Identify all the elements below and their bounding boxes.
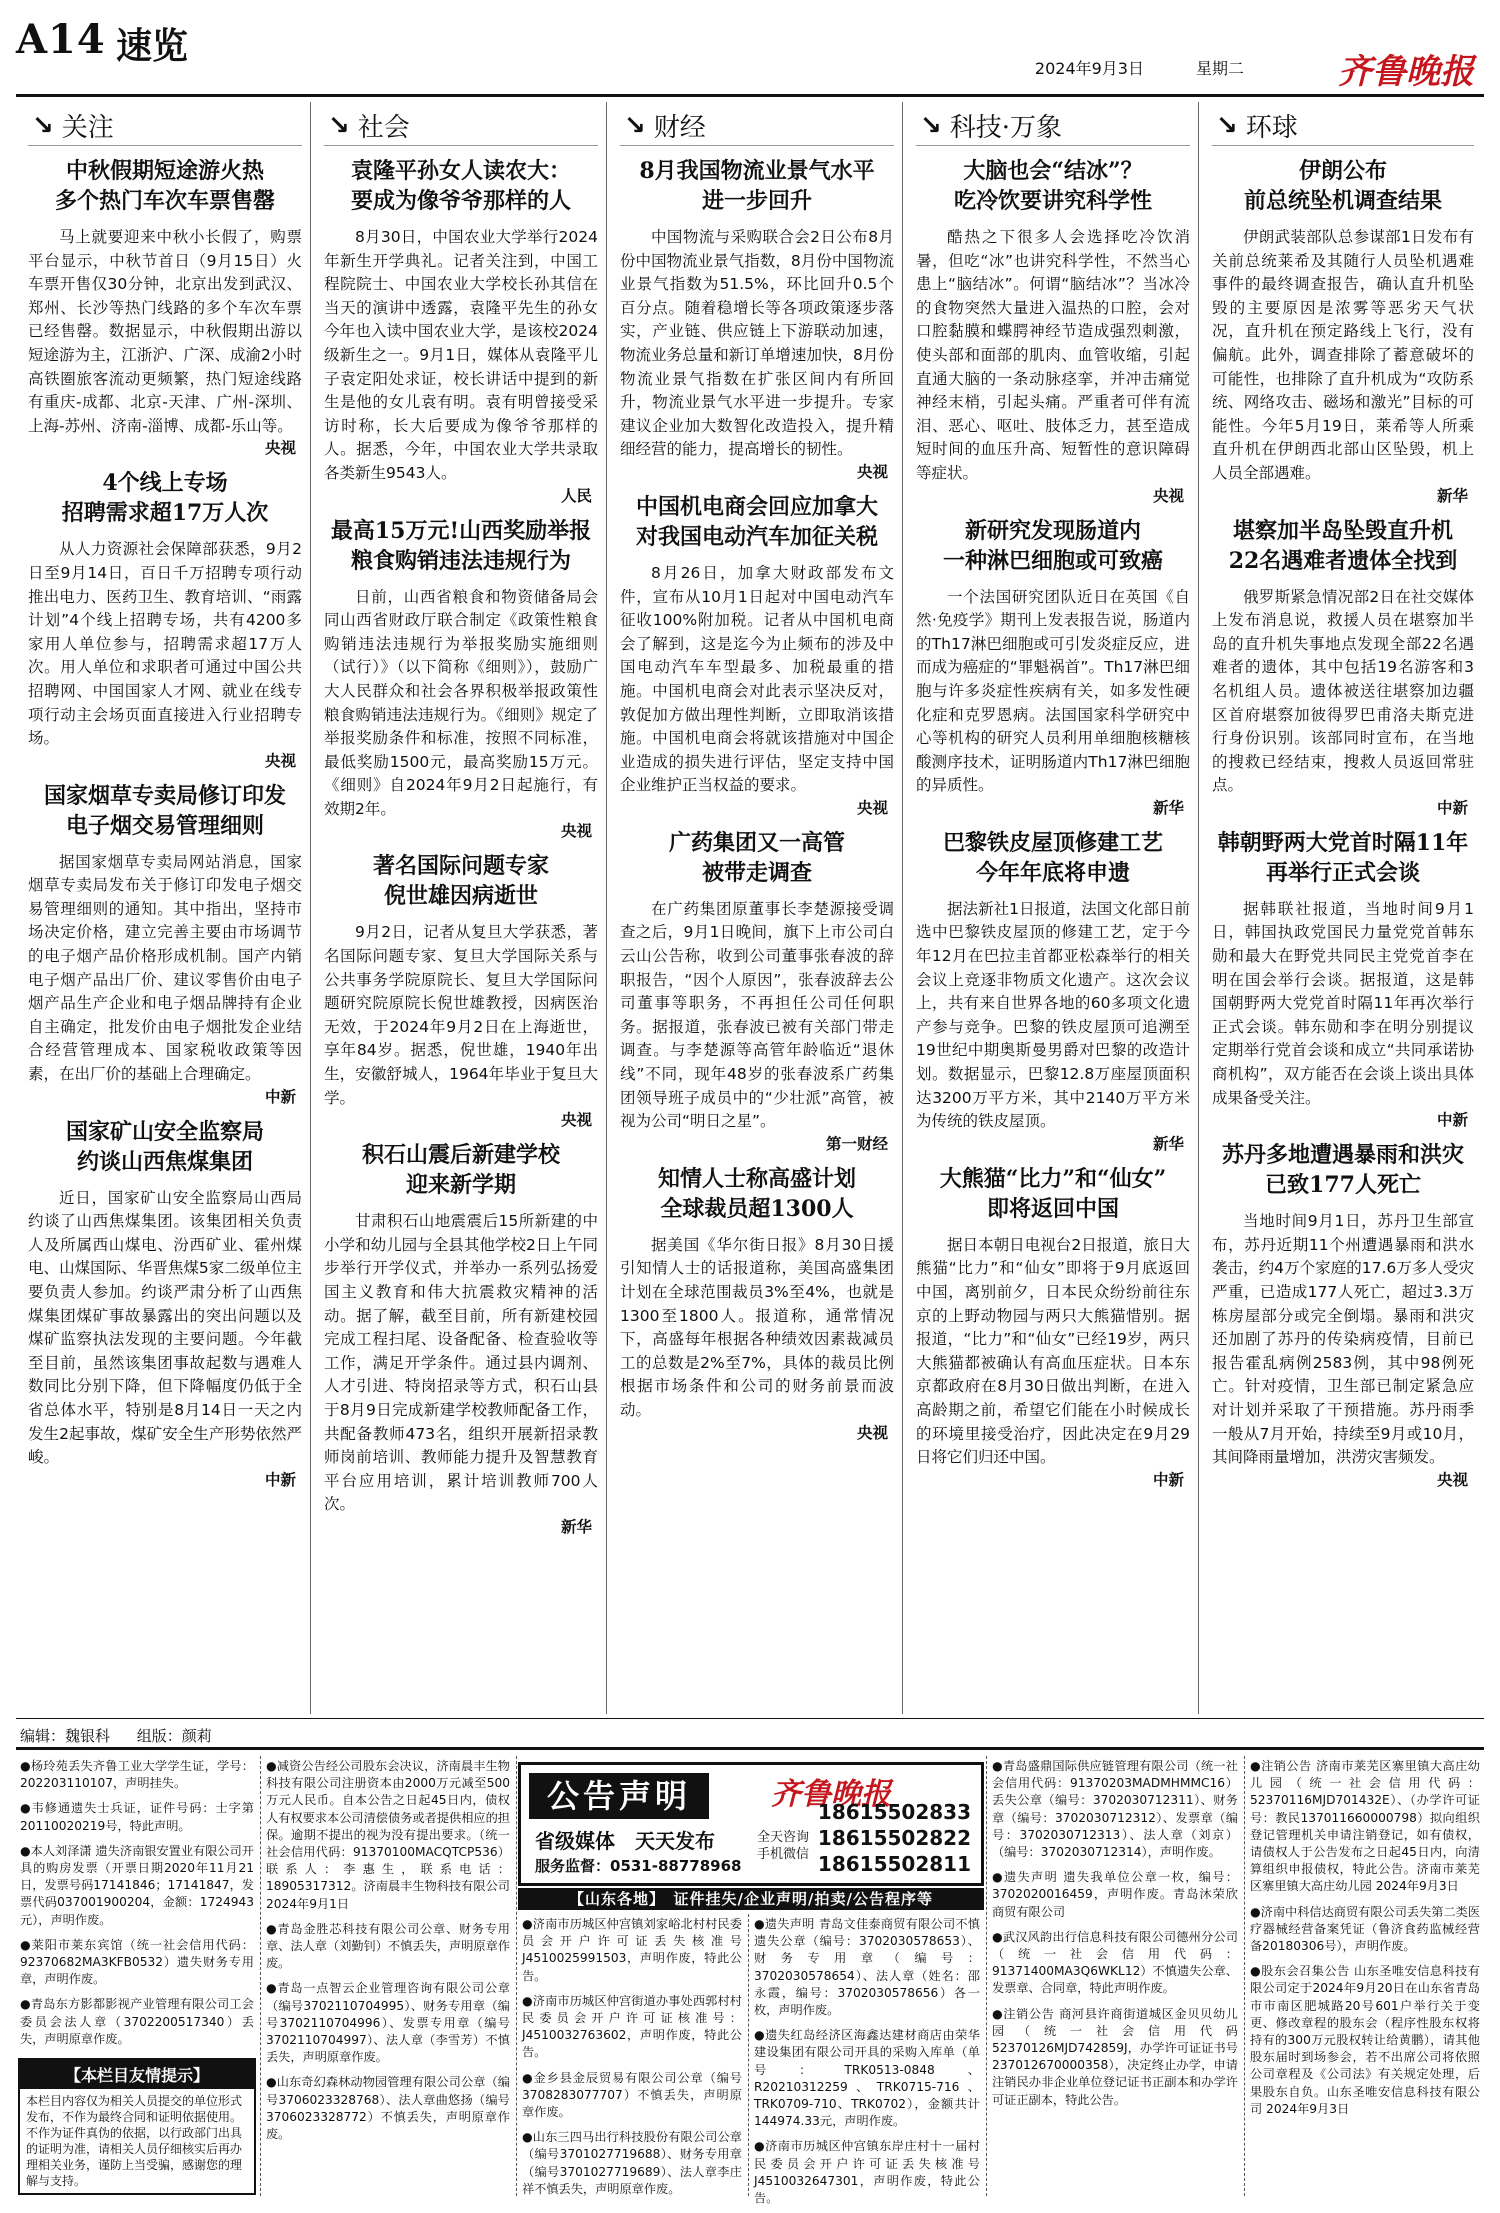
article-source: 中新: [264, 1087, 296, 1106]
column-title: 科技·万象: [949, 113, 1063, 143]
ad-divider: [516, 1756, 517, 2196]
article-headline[interactable]: 韩朝野两大党首时隔11年 再举行正式会谈: [1217, 829, 1469, 886]
news-article: [620, 156, 894, 482]
news-article: [28, 468, 302, 770]
classified-notice: ●济南市历城区仲宫街道办事处西郭村村民委员会开户许可证核准号：J4510032763602，声明作废，特此公告。: [522, 1993, 742, 2060]
page-number: A14: [16, 16, 106, 63]
banner-title: 公告声明: [529, 1773, 709, 1819]
classified-notice: ●减资公告经公司股东会决议，济南晨丰生物科技有限公司注册资本由2000万元减至500万元人民币。自本公告之日起45日内，债权人有权要求本公司清偿债务或者提供相应的担保。逾期不提出的视为没有提出要求。（统一社会信用代码：91370100MACQTCP536）联系人：李惠生，联系电话：18905317312。济南晨丰生物科技有限公司2024年9月1日: [266, 1759, 510, 1911]
news-article: [1212, 1140, 1474, 1490]
article-body: 据美国《华尔街日报》8月30日援引知情人士的话报道称，美国高盛集团计划在全球范围裁员3%至4%，也就是1300至1800人。报道称，通常情况下，高盛每年根据各种绩效因素裁减员工的总数是2%至7%，具体的裁员比例根据市场条件和公司的财务前景而波动。: [620, 1235, 894, 1419]
article-body: 8月30日，中国农业大学举行2024年新生开学典礼。记者关注到，中国工程院院士、中国农业大学校长孙其信在当天的演讲中透露，袁隆平先生的孙女今年也入读中国农业大学，是该校2024级新生之一。9月1日，媒体从袁隆平儿子袁定阳处求证，校长讲话中提到的新生是他的女儿袁有明。袁有明曾接受采访时称，长大后要成为像爷爷那样的人。据悉，今年，中国农业大学共录取各类新生9543人。: [324, 228, 598, 482]
article-body: 据韩联社报道，当地时间9月1日，韩国执政党国民力量党党首韩东勋和最大在野党共同民主党党首李在明在国会举行会谈。据报道，这是韩国朝野两大党党首时隔11年再次举行正式会谈。韩东勋和李在明分别提议定期举行党首会谈和成立“共同承诺协商机构”，双方能否在会谈上谈出具体成果备受关注。: [1212, 899, 1474, 1107]
column-title: 财经: [653, 113, 706, 143]
issue-weekday: 星期二: [1195, 59, 1244, 78]
article-body: 据法新社1日报道，法国文化部日前选中巴黎铁皮屋顶的修建工艺，定于今年12月在巴拉圭首都亚松森举行的相关会议上竞逐非物质文化遗产。这次会议上，共有来自世界各地的60多项文化遗产参与竞争。巴黎的铁皮屋顶可追溯至19世纪中期奥斯曼男爵对巴黎的改造计划。数据显示，巴黎12.8万座屋顶面积达3200万平方米，其中2140万平方米为传统的铁皮屋顶。: [916, 899, 1190, 1131]
arrow-icon: ↘: [1216, 110, 1238, 141]
notice-tip-box: [18, 2058, 256, 2195]
article-headline[interactable]: 堪察加半岛坠毁直升机 22名遇难者遗体全找到: [1228, 517, 1458, 574]
article-source: 新华: [1152, 798, 1184, 817]
notice-tip-body: 本栏目内容仅为相关人员提交的单位形式发布，不作为最终合同和证明依据使用。不作为证件真伪的依据，以行政部门出具的证明为准，请相关人员仔细核实后再办理相关业务，谨防上当受骗，感谢您的理解与支持。: [26, 2094, 243, 2189]
banner-label-wechat: 手机微信: [757, 1847, 810, 1862]
classified-notice: ●本人刘泽潇 遗失济南银安置业有限公司开具的购房发票（开票日期2020年11月21日，发票号码17141846；17141847，发票代码037001900204，金额：1724943元），声明作废。: [20, 1843, 254, 1927]
column-divider: [310, 102, 311, 1714]
arrow-icon: ↘: [32, 110, 54, 141]
article-body: 据国家烟草专卖局网站消息，国家烟草专卖局发布关于修订印发电子烟交易管理细则的通知。其中指出，坚持市场决定价格，建立完善主要由市场调节的电子烟产品价格形成机制。国产内销电子烟产品出厂价、建议零售价由电子烟产品生产企业和电子烟品牌持有企业自主确定，批发价由电子烟批发企业结合经营管理成本、国家税收政策等因素，在出厂价的基础上合理确定。: [28, 852, 302, 1084]
article-source: 央视: [560, 1111, 592, 1130]
news-article: [1212, 828, 1474, 1130]
news-column: [608, 100, 904, 1718]
article-body: 9月2日，记者从复旦大学获悉，著名国际问题专家、复旦大学国际关系与公共事务学院原院长、复旦大学国际问题研究院原院长倪世雄教授，因病医治无效，于2024年9月2日在上海逝世，享年84岁。据悉，倪世雄，1940年出生，安徽舒城人，1964年毕业于复旦大学。: [324, 923, 598, 1107]
article-source: 新华: [560, 1517, 592, 1536]
phone-number: 18615502833: [817, 1800, 971, 1824]
article-body: 8月26日，加拿大财政部发布文件，宣布从10月1日起对中国电动汽车征收100%附加税。记者从中国机电商会了解到，这是迄今为止频布的涉及中国电动汽车车型最多、加税最重的措施。中国机电商会对此表示坚决反对，敦促加方做出理性判断，立即取消该措施。中国机电商会将就该措施对中国企业造成的损失进行评估，坚定支持中国企业维护正当权益的要求。: [620, 563, 894, 795]
classified-notice: ●济南中科信达商贸有限公司丢失第二类医疗器械经营备案凭证（鲁济食药监械经营备20180306号），声明作废。: [1250, 1904, 1481, 1954]
news-article: [324, 516, 598, 842]
article-headline[interactable]: 中国机电商会回应加拿大 对我国电动汽车加征关税: [635, 493, 878, 550]
column-header: [28, 106, 302, 146]
phone-number: 18615502822: [817, 1826, 971, 1850]
article-source: 央视: [264, 439, 296, 458]
article-source: 人民: [560, 486, 592, 505]
news-article: [1212, 516, 1474, 818]
banner-labels: [757, 1829, 809, 1863]
classified-notice: ●杨玲苑丢失齐鲁工业大学学生证，学号：202203110107，声明挂失。: [20, 1759, 254, 1791]
news-article: [1212, 156, 1474, 506]
classified-notice: ●遗失红岛经济区海鑫达建材商店由荣华建设集团有限公司开具的采购入库单（单号：TRK0513-0848、R20210312259、TRK0715-716、TRK0709-710、TRK0702），金额共计144974.33元，声明作废。: [754, 2028, 980, 2129]
column-title: 社会: [357, 113, 410, 143]
classified-notice: ●注销公告 商河县许商街道城区金贝贝幼儿园（统一社会信用代码52370126MJD742859J，办学许可证证书号237012670000358），决定终止办学，申请注销民办非企业单位登记证书正副本和办学许可证正副本，特此公告。: [992, 2006, 1238, 2107]
article-body: 近日，国家矿山安全监察局山西局约谈了山西焦煤集团。该集团相关负责人及所属西山煤电、汾西矿业、霍州煤电、山煤国际、华晋焦煤5家二级单位主要负责人参加。约谈严肃分析了山西焦煤集团煤矿事故暴露出的突出问题以及煤矿监察执法发现的主要问题。今年截至目前，虽然该集团事故起数与遇难人数同比分别下降，但下降幅度仍低于全省总体水平，特别是8月14日一天之内发生2起事故，煤矿安全生产形势依然严峻。: [28, 1188, 302, 1467]
article-source: 央视: [856, 1423, 888, 1442]
classified-notice: ●济南市历城区仲宫镇东岸庄村十一届村民委员会开户许可证丢失核准号J4510032647301，声明作废，特此公告。: [754, 2139, 980, 2206]
ad-divider: [260, 1756, 261, 2196]
section-title: 速览: [116, 25, 189, 67]
ad-column: [988, 1756, 1242, 2196]
article-source: 第一财经: [825, 1134, 888, 1153]
article-headline[interactable]: 袁隆平孙女人读农大： 要成为像爷爷那样的人: [350, 158, 571, 214]
article-source: 央视: [856, 798, 888, 817]
article-body: 酷热之下很多人会选择吃冷饮消暑，但吃“冰”也讲究科学性，不然当心患上“脑结冰”。何谓“脑结冰”？当冰冷的食物突然大量进入温热的口腔，会对口腔黏膜和蝶腭神经节造成强烈刺激，使头部和面部的肌肉、血管收缩，引起直通大脑的一条动脉痉挛，并冲击痛觉神经末梢，引起头痛。严重者可伴有流泪、恶心、呕吐、肢体乏力，甚至造成短时间的血压升高、短暂性的意识障碍等症状。: [916, 228, 1190, 482]
article-source: 中新: [1436, 1111, 1468, 1130]
arrow-icon: ↘: [624, 110, 646, 141]
news-article: [28, 781, 302, 1107]
news-column: [1200, 100, 1484, 1718]
newspaper-logo: 齐鲁晚报: [1338, 52, 1474, 92]
column-title: 关注: [61, 113, 114, 143]
article-source: 央视: [1152, 486, 1184, 505]
article-headline[interactable]: 大脑也会“结冰”？ 吃冷饮要讲究科学性: [953, 158, 1152, 214]
article-headline[interactable]: 知情人士称高盛计划 全球裁员超1300人: [657, 1165, 856, 1222]
article-source: 中新: [264, 1470, 296, 1489]
ad-column: [1246, 1756, 1484, 2196]
article-headline[interactable]: 积石山震后新建学校 迎来新学期: [361, 1142, 560, 1199]
article-body: 俄罗斯紧急情况部2日在社交媒体上发布消息说，救援人员在堪察加半岛的直升机失事地点发现全部22名遇难者的遗体，其中包括19名游客和3名机组人员。遗体被送往堪察加边疆区首府堪察加彼得罗巴甫洛夫斯克进行身份识别。该部同时宣布，在当地的搜救已经结束，搜救人员返回常驻点。: [1212, 587, 1474, 795]
article-headline[interactable]: 大熊猫“比力”和“仙女” 即将返回中国: [939, 1165, 1167, 1222]
news-article: [324, 851, 598, 1130]
article-source: 新华: [1436, 486, 1468, 505]
column-header: [1212, 106, 1474, 146]
article-body: 在广药集团原董事长李楚源接受调查之后，9月1日晚间，旗下上市公司白云山公告称，收到公司董事张春波的辞职报告，“因个人原因”，张春波辞去公司董事等职务，不再担任公司任何职务。据报道，张春波已被有关部门带走调查。与李楚源等高管年龄临近“退休线”不同，现年48岁的张春波系广药集团领导班子成员中的“少壮派”高管，被视为公司“明日之星”。: [620, 899, 894, 1131]
article-body: 日前，山西省粮食和物资储备局会同山西省财政厅联合制定《政策性粮食购销违法违规行为举报奖励实施细则（试行）》（以下简称《细则》），鼓励广大人民群众和社会各界积极举报政策性粮食购销违法违规行为。《细则》规定了举报奖励条件和标准，按照不同标准，最低奖励1500元，最高奖励15万元。《细则》自2024年9月2日起施行，有效期2年。: [324, 587, 598, 818]
article-source: 央视: [264, 751, 296, 770]
article-body: 一个法国研究团队近日在英国《自然·免疫学》期刊上发表报告说，肠道内的Th17淋巴细胞或可引发炎症反应，进而成为癌症的“罪魁祸首”。Th17淋巴细胞与许多炎症性疾病有关，如多发性硬化症和克罗恩病。法国国家科学研究中心等机构的研究人员利用单细胞核糖核酸测序技术，证明肠道内Th17淋巴细胞的异质性。: [916, 587, 1190, 795]
article-source: 央视: [560, 822, 592, 841]
column-divider: [902, 102, 903, 1714]
classified-notice: ●青岛金胜芯科技有限公司公章、财务专用章、法人章（刘勤钊）不慎丢失，声明原章作废。: [266, 1921, 510, 1971]
news-article: [324, 1140, 598, 1537]
classified-notice: ●济南市历城区仲宫镇刘家峪北村村民委员会开户许可证丢失核准号J4510025991503，声明作废，特此公告。: [522, 1917, 742, 1983]
ad-divider: [748, 1914, 749, 2196]
article-headline[interactable]: 广药集团又一高管 被带走调查: [668, 829, 845, 886]
column-header: [324, 106, 598, 146]
news-article: [916, 828, 1190, 1154]
ad-column: [16, 1756, 258, 2196]
column-divider: [1198, 102, 1199, 1714]
classified-notice: ●山东奇幻森林动物园管理有限公司公章（编号3706023328768）、法人章曲悠扬（编号3706023328772）不慎丢失，声明原章作废。: [266, 2075, 510, 2142]
notice-tip-title: 【本栏目友情提示】: [20, 2060, 254, 2089]
classified-notice: ●遗失声明 青岛文佳泰商贸有限公司不慎遗失公章（编号：3702030578653）、财务专用章（编号：3702030578654）、法人章（姓名：邵永霞，编号：3702030578656）各一枚，声明作废。: [754, 1917, 980, 2018]
classified-notice: ●山东三四马出行科技股份有限公司公章（编号3701027719688）、财务专用章（编号3701027719689）、法人章李庄祥不慎丢失，声明原章作废。: [522, 2130, 742, 2196]
design-name: 组版：颜莉: [136, 1727, 212, 1745]
article-headline[interactable]: 新研究发现肠道内 一种淋巴细胞或可致癌: [942, 517, 1163, 574]
article-source: 央视: [856, 462, 888, 481]
ad-column: [750, 1914, 984, 2206]
article-headline[interactable]: 巴黎铁皮屋顶修建工艺 今年年底将申遗: [942, 829, 1163, 886]
news-column: [16, 100, 312, 1718]
article-headline[interactable]: 苏丹多地遭遇暴雨和洪灾 已致177人死亡: [1221, 1142, 1464, 1199]
column-header: [620, 106, 894, 146]
news-article: [620, 1164, 894, 1443]
classified-notice: ●武汉风韵出行信息科技有限公司德州分公司（统一社会信用代码：91371400MA3Q6WKL12）不慎遗失公章、发票章、合同章，特此声明作废。: [992, 1929, 1238, 1996]
classified-notice: ●莱阳市莱东宾馆（统一社会信用代码：92370682MA3KFB0532）遗失财务专用章，声明作废。: [20, 1937, 254, 1987]
banner-label-consult: 全天咨询: [757, 1830, 810, 1845]
page-header: [16, 8, 1484, 94]
issue-date: 2024年9月3日: [1034, 59, 1144, 78]
column-divider: [606, 102, 607, 1714]
ad-column: [262, 1756, 514, 2196]
editor-name: 编辑：魏银科: [20, 1727, 111, 1745]
arrow-icon: ↘: [920, 110, 942, 141]
article-headline[interactable]: 中秋假期短途游火热 多个热门车次车票售罄: [54, 158, 275, 214]
phone-number: 18615502811: [817, 1852, 971, 1876]
article-source: 中新: [1436, 798, 1468, 817]
news-article: [916, 156, 1190, 506]
news-article: [324, 156, 598, 506]
article-headline[interactable]: 国家烟草专卖局修订印发 电子烟交易管理细则: [43, 782, 286, 839]
banner-phones: [818, 1799, 971, 1877]
article-body: 据日本朝日电视台2日报道，旅日大熊猫“比力”和“仙女”即将于9月底返回中国，离别前夕，日本民众纷纷前往东京的上野动物园与两只大熊猫惜别。据报道，“比力”和“仙女”已经19岁，两只大熊猫都被确认有高血压症状。日本东京都政府在8月30日做出判断，在进入高龄期之前，希望它们能在小时候成长的环境里接受治疗，因此决定在9月29日将它们归还中国。: [916, 1235, 1190, 1467]
banner-logo: 齐鲁晚报: [771, 1777, 891, 1812]
news-article: [916, 1164, 1190, 1490]
news-column: [904, 100, 1200, 1718]
article-headline[interactable]: 著名国际问题专家 倪世雄因病逝世: [372, 853, 549, 910]
banner-category-strip: 【山东各地】 证件挂失/企业声明/拍卖/公告程序等: [518, 1888, 984, 1910]
article-headline[interactable]: 4个线上专场 招聘需求超17万人次: [61, 470, 269, 527]
article-body: 马上就要迎来中秋小长假了，购票平台显示，中秋节首日（9月15日）火车票开售仅30分钟，北京出发到武汉、郑州、长沙等热门线路的多个车次车票已经售罄。数据显示，中秋假期出游以短途游为主，江浙沪、广深、成渝2小时高铁圈旅客流动更频繁，热门短途线路有重庆-成都、北京-天津、广州-深圳、上海-苏州、济南-淄博、成都-乐山等。: [28, 228, 302, 435]
article-source: 央视: [1436, 1470, 1468, 1489]
article-body: 当地时间9月1日，苏丹卫生部宣布，苏丹近期11个州遭遇暴雨和洪水袭击，约4万个家庭的17.6万多人受灾严重，已造成177人死亡，超过3.3万栋房屋部分或完全倒塌。暴雨和洪灾还加剧了苏丹的传染病疫情，目前已报告霍乱病例2583例，其中98例死亡。针对疫情，卫生部已制定紧急应对计划并采取了干预措施。苏丹雨季一般从7月开始，持续至9月或10月，其间降雨量增加，洪涝灾害频发。: [1212, 1212, 1474, 1467]
banner-slogan: 省级媒体 天天发布: [535, 1829, 715, 1853]
classified-notice: ●注销公告 济南市莱芜区寨里镇大高庄幼儿园（统一社会信用代码：52370116MJD701432E）、（办学许可证号：教民137011660000798）拟向组织登记管理机关申请注销登记，如有债权，请债权人于公告发布之日起45日内，向清算组织申报债权，特此公告。济南市莱芜区寨里镇大高庄幼儿园 2024年9月3日: [1250, 1759, 1480, 1894]
news-article: [916, 516, 1190, 818]
classified-notice: ●青岛东方影都影视产业管理有限公司工会委员会法人章（3702200517340）丢失，声明原章作废。: [20, 1997, 254, 2046]
news-column: [312, 100, 608, 1718]
article-body: 中国物流与采购联合会2日公布8月份中国物流业景气指数，8月份中国物流业景气指数为51.5%，环比回升0.5个百分点。随着稳增长等各项政策逐步落实，产业链、供应链上下游联动加速，物流业务总量和新订单增速加快，8月份物流业景气指数在扩张区间内有所回升，物流业景气水平进一步提升。专家建议企业加大数智化改造投入，提升精细经营的能力，提高增长的韧性。: [620, 228, 894, 459]
article-source: 新华: [1152, 1134, 1184, 1153]
notice-banner: [518, 1762, 984, 1886]
classified-notice: ●遗失声明 遗失我单位公章一枚，编号：3702020016459，声明作废。青岛沐荣欣商贸有限公司: [992, 1870, 1238, 1919]
article-body: 从人力资源社会保障部获悉，9月2日至9月14日，百日千万招聘专项行动推出电力、医药卫生、教育培训、“雨露计划”4个线上招聘专场，共有4200多家用人单位参与，招聘需求超17万人次。用人单位和求职者可通过中国公共招聘网、中国国家人才网、就业在线专项行动主会场页面直接进入行业招聘专场。: [28, 540, 302, 748]
news-article: [620, 492, 894, 818]
header-rule: [16, 94, 1484, 97]
editor-credits: [16, 1718, 1484, 1750]
news-article: [28, 156, 302, 458]
news-article: [620, 828, 894, 1154]
classified-notice: ●韦修通遗失士兵证，证件号码：士字第20110020219号，特此声明。: [20, 1801, 254, 1833]
ad-divider: [986, 1756, 987, 2196]
ad-divider: [1244, 1756, 1245, 2196]
ad-column: [518, 1914, 746, 2196]
article-headline[interactable]: 伊朗公布 前总统坠机调查结果: [1243, 158, 1442, 214]
column-header: [916, 106, 1190, 146]
classified-notice: ●股东会召集公告 山东圣唯安信息科技有限公司定于2024年9月20日在山东省青岛市市南区肥城路20号601户举行关于变更、修改章程的股东会（程序性股东权将持有的300万元股权转让给黄鹏），请其他股东届时到场参会，若不出席公司将依照公司章程及《公司法》有关规定处理，后果股东自负。山东圣唯安信息科技有限公司 2024年9月3日: [1250, 1964, 1480, 2116]
article-body: 伊朗武装部队总参谋部1日发布有关前总统莱希及其随行人员坠机遇难事件的最终调查报告，确认直升机坠毁的主要原因是浓雾等恶劣天气状况，直升机在预定路线上飞行，没有偏航。此外，调查排除了蓄意破坏的可能性，也排除了直升机成为“攻防系统、网络攻击、磁场和激光”目标的可能性。今年5月19日，莱希等人所乘直升机在伊朗西北部山区坠毁，机上人员全部遇难。: [1212, 228, 1474, 482]
article-headline[interactable]: 8月我国物流业景气水平 进一步回升: [639, 158, 875, 214]
banner-supervision: 服务监督：0531-88778968: [535, 1857, 742, 1875]
arrow-icon: ↘: [328, 110, 350, 141]
article-headline[interactable]: 国家矿山安全监察局 约谈山西焦煤集团: [65, 1118, 264, 1175]
column-title: 环球: [1245, 113, 1298, 143]
classified-notice: ●青岛盛鼎国际供应链管理有限公司（统一社会信用代码：91370203MADMHMMC16）丢失公章（编号：3702030712311）、财务章（编号：3702030712312）、发票章（编号：3702030712313）、法人章（刘京）（编号：3702030712314），声明作废。: [992, 1759, 1238, 1860]
classified-notice: ●青岛一点智云企业管理咨询有限公司公章（编号3702110704995）、财务专用章（编号3702110704996）、发票专用章（编号3702110704997）、法人章（李雪芳）不慎丢失，声明原章作废。: [266, 1981, 510, 2065]
article-source: 中新: [1152, 1470, 1184, 1489]
article-headline[interactable]: 最高15万元!山西奖励举报 粮食购销违法违规行为: [330, 517, 592, 574]
news-article: [28, 1117, 302, 1490]
classified-notice: ●金乡县金辰贸易有限公司公章（编号3708283077707）不慎丢失，声明原章作废。: [522, 2070, 742, 2120]
article-body: 甘肃积石山地震震后15所新建的中小学和幼儿园与全县其他学校2日上午同步举行开学仪式，并举办一系列弘扬爱国主义教育和伟大抗震救灾精神的活动。据了解，截至目前，所有新建校园完成工程扫尾、设备配备、检查验收等工作，满足开学条件。通过县内调剂、人才引进、特岗招录等方式，积石山县于8月9日完成新建学校教师配备工作，共配备教师473名，组织开展新招录教师岗前培训、教师能力提升及智慧教育平台应用培训，累计培训教师700人次。: [324, 1212, 598, 1514]
